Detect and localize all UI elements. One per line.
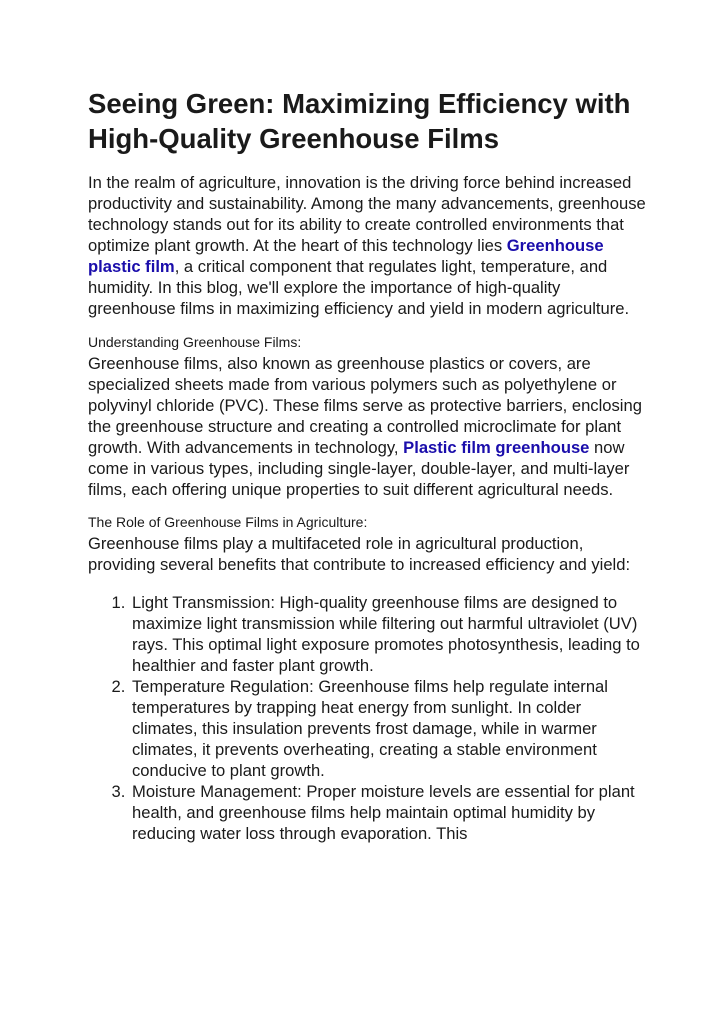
list-item-moisture-management: 3. Moisture Management: Proper moisture levels are essential for plant health, and greenhouse films help maintain optimal humidity by reducing water loss through evaporation. This (130, 781, 648, 844)
list-item-light-transmission: 1. Light Transmission: High-quality greenhouse films are designed to maximize light transmission while filtering out harmful ultraviolet (UV) rays. This optimal light exposure promotes photosynthesis, leading to healthier and faster plant growth. (130, 592, 648, 676)
greenhouse-plastic-film-link[interactable]: Greenhouse plastic film (88, 236, 604, 276)
section-body-understanding (88, 353, 648, 500)
article-title: Seeing Green: Maximizing Efficiency with High-Quality Greenhouse Films (88, 88, 631, 154)
plastic-film-greenhouse-link[interactable]: Plastic film greenhouse (403, 438, 590, 457)
section-heading-understanding: Understanding Greenhouse Films: (88, 334, 302, 350)
intro-paragraph (88, 172, 648, 319)
section1-text-before: Greenhouse films, also known as greenhouse plastics or covers, are specialized sheets made from various polymers such as polyethylene or polyvinyl chloride (PVC). These films serve as protective barriers, enclosing the greenhouse structure and creating a controlled microclimate for plant growth. With advancements in technology, (88, 354, 642, 457)
benefits-list (88, 592, 648, 844)
document-page (88, 86, 648, 844)
section1-text-after: now come in various types, including single-layer, double-layer, and multi-layer films, each offering unique properties to suit different agricultural needs. (88, 438, 630, 499)
intro-text-after: , a critical component that regulates light, temperature, and humidity. In this blog, we'll explore the importance of high-quality greenhouse films in maximizing efficiency and yield in modern agriculture. (88, 257, 630, 318)
intro-text-before: In the realm of agriculture, innovation is the driving force behind increased productivity and sustainability. Among the many advancements, greenhouse technology stands out for its ability to create controlled environments that optimize plant growth. At the heart of this technology lies (88, 173, 646, 255)
section-heading-role: The Role of Greenhouse Films in Agriculture: (88, 514, 368, 530)
list-item-temperature-regulation: 2. Temperature Regulation: Greenhouse films help regulate internal temperatures by trapping heat energy from sunlight. In colder climates, this insulation prevents frost damage, while in warmer climates, it prevents overheating, creating a stable environment conducive to plant growth. (130, 676, 648, 781)
section-body-role: Greenhouse films play a multifaceted role in agricultural production, providing several benefits that contribute to increased efficiency and yield: (88, 534, 631, 574)
